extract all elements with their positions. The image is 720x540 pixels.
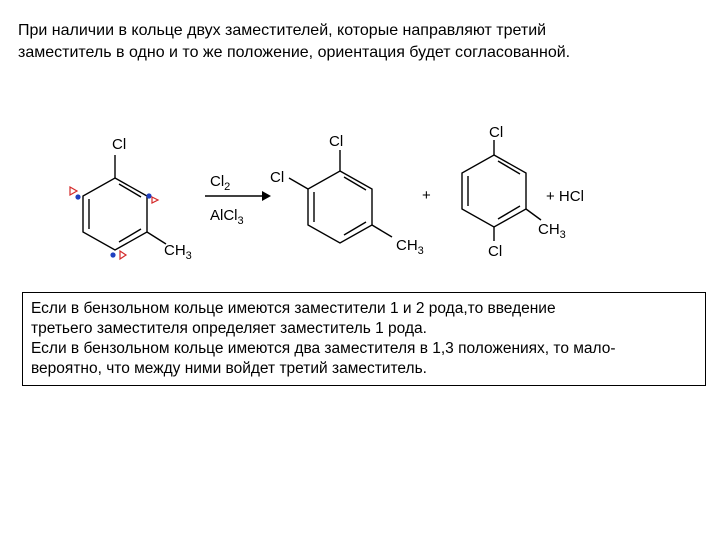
product2-molecule bbox=[462, 140, 541, 241]
reactant-benzene-ring bbox=[83, 178, 147, 250]
reactant-cl-label: Cl bbox=[112, 136, 127, 153]
product1-left-cl-label: Cl bbox=[270, 169, 285, 186]
reagent-alcl3: AlCl$_3$ bbox=[210, 207, 244, 227]
heading-line-1: При наличии в кольце двух заместителей, которые направляют третий bbox=[18, 22, 547, 39]
product2-ch3-label: $CH_3$ bbox=[538, 221, 566, 241]
product2-bottom-cl-label: Cl bbox=[488, 243, 503, 260]
product1-benzene-ring bbox=[308, 171, 372, 243]
product1-molecule bbox=[289, 150, 392, 243]
note-line-3: Если в бензольном кольце имеются два заместителя в 1,3 положениях, то мало- bbox=[31, 340, 616, 357]
product1-top-cl-label: Cl bbox=[329, 133, 344, 150]
ortho-dot-marker bbox=[75, 194, 80, 199]
product2-top-cl-label: Cl bbox=[489, 124, 504, 141]
ortho-arrow-marker bbox=[70, 187, 77, 195]
note-line-2: третьего заместителя определяет заместитель 1 рода. bbox=[31, 320, 427, 337]
meta-dot-marker bbox=[146, 193, 151, 198]
note-line-4: вероятно, что между ними войдет третий заместитель. bbox=[31, 360, 427, 377]
para-dot-marker bbox=[110, 252, 115, 257]
reactant-ch3-label: $CH_3$ bbox=[164, 242, 192, 262]
note-line-1: Если в бензольном кольце имеются заместители 1 и 2 рода,то введение bbox=[31, 300, 556, 317]
hcl-byproduct: + HCl bbox=[546, 188, 584, 205]
heading-line-2: заместитель в одно и то же положение, ориентация будет согласованной. bbox=[18, 44, 571, 61]
para-arrow-marker bbox=[120, 251, 126, 259]
meta-arrow-marker bbox=[152, 197, 158, 203]
reagent-cl2: $Cl_2$ bbox=[210, 173, 231, 193]
reaction-arrowhead bbox=[262, 191, 271, 201]
product1-ch3-label: $CH_3$ bbox=[396, 237, 424, 257]
plus-sign: + bbox=[422, 187, 431, 204]
explanation-box bbox=[22, 292, 706, 386]
product2-benzene-ring bbox=[462, 155, 526, 227]
